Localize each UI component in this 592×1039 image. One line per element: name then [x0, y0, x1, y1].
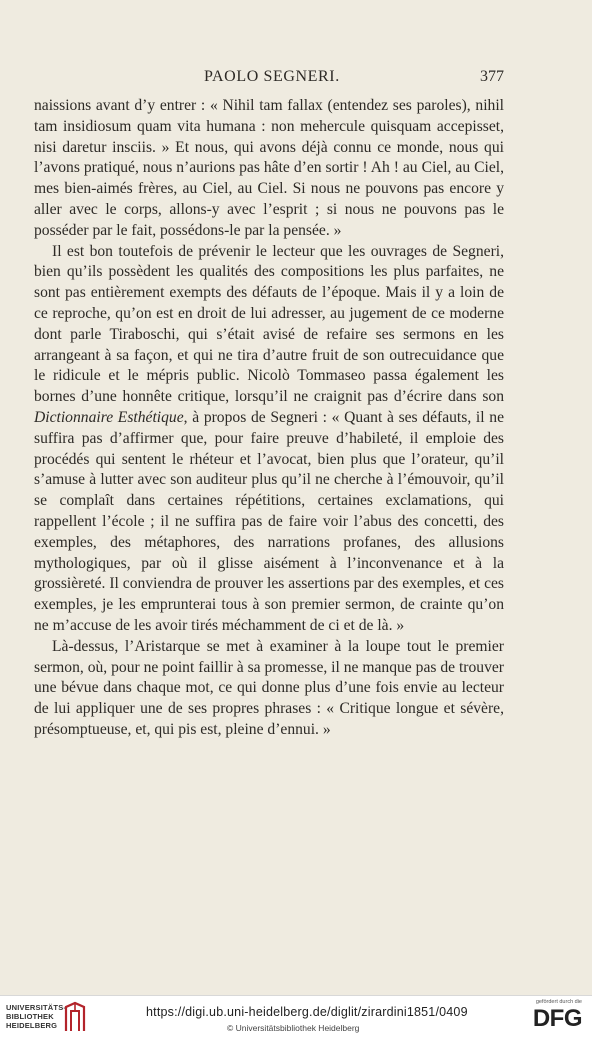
page-number: 377 [480, 68, 504, 85]
paragraph-2-part-2: , à propos de Segneri : « Quant à ses défauts, il ne suffira pas d’affirmer que, pour faire preuve d’habileté, il emploie des procédés qui sentent le rhéteur et l’avocat, bien plus que l’orateur, qu’il s’amuse à lutter avec son auditeur plus qu’il ne cherche à l’émouvoir, qu’il se complaît dans certaines répétitions, certaines exclamations, qui rappellent l’école ; il ne suffira pas de faire voir l’abus des concetti, des exemples, des métaphores, des narrations profanes, des allusions mythologiques, par où il glisse aisément à l’inconvenance et à la grossièreté. Il conviendra de prouver les assertions par des exemples, et ces exemples, je les emprunterai tous à son premier sermon, de crainte qu’on ne m’accuse de les avoir tirés méchamment de ci et de là. » [34, 408, 504, 634]
copyright-notice: © Universitätsbibliothek Heidelberg [227, 1023, 360, 1033]
book-title-italic: Dictionnaire Esthétique [34, 408, 184, 426]
running-head [34, 68, 504, 90]
running-title: PAOLO SEGNERI. [204, 68, 340, 85]
funder-logo-text: DFG [532, 1005, 582, 1032]
paragraph-1: naissions avant d’y entrer : « Nihil tam fallax (entendez ses paroles), nihil tam insidiosum quam vita humana : non mehercule quisquam accepisset, nisi daretur insciis. » Et nous, qui avons déjà connu ce monde, nous qui l’avons pratiqué, nous n’aurions pas hâte d’en sortir ! Ah ! au Ciel, au Ciel, mes bien-aimés frères, au Ciel, au Ciel. Si nous ne pouvons pas encore y aller avec le corps, allons-y avec l’esprit ; si nous ne pouvons pas le posséder par le fait, possédons-le par la pensée. » [34, 97, 504, 239]
paragraph-3: Là-dessus, l’Aristarque se met à examiner à la loupe tout le premier sermon, où, pour ne point faillir à sa promesse, il ne manque pas de trouver une bévue dans chaque mot, ce qui donne plus d’une fois envie au lecteur de lui appliquer une de ses propres phrases : « Critique longue et sévère, présomptueuse, et, qui pis est, pleine d’ennui. » [34, 637, 504, 738]
library-emblem-icon [63, 1001, 87, 1033]
funder-note: gefördert durch die [535, 999, 582, 1005]
viewer-footer [0, 995, 592, 1039]
university-library-logo[interactable] [6, 1001, 126, 1035]
permalink-url[interactable]: https://digi.ub.uni-heidelberg.de/diglit/zirardini1851/0409 [146, 1005, 468, 1019]
paragraph-2-part-1: Il est bon toutefois de prévenir le lecteur que les ouvrages de Segneri, bien qu’ils possèdent les qualités des compositions les plus parfaites, ne sont pas entièrement exempts des défauts de l’époque. Mais il y a loin de ce reproche, qu’on est en droit de lui adresser, au jugement de ce moderne dont parle Tiraboschi, qui s’était avisé de refaire ses sermons en les arrangeant à sa façon, et qui ne tira d’autre fruit de son outrecuidance que le ridicule et le mépris public. Nicolò Tommaseo passa également les bornes d’une honnête critique, lorsqu’il ne craignit pas d’écrire dans son [34, 242, 504, 406]
body-text [34, 96, 504, 741]
dfg-logo[interactable] [520, 999, 582, 1037]
paragraph-2 [34, 242, 504, 637]
library-name: UNIVERSITÄTS- BIBLIOTHEK HEIDELBERG [6, 1003, 67, 1030]
